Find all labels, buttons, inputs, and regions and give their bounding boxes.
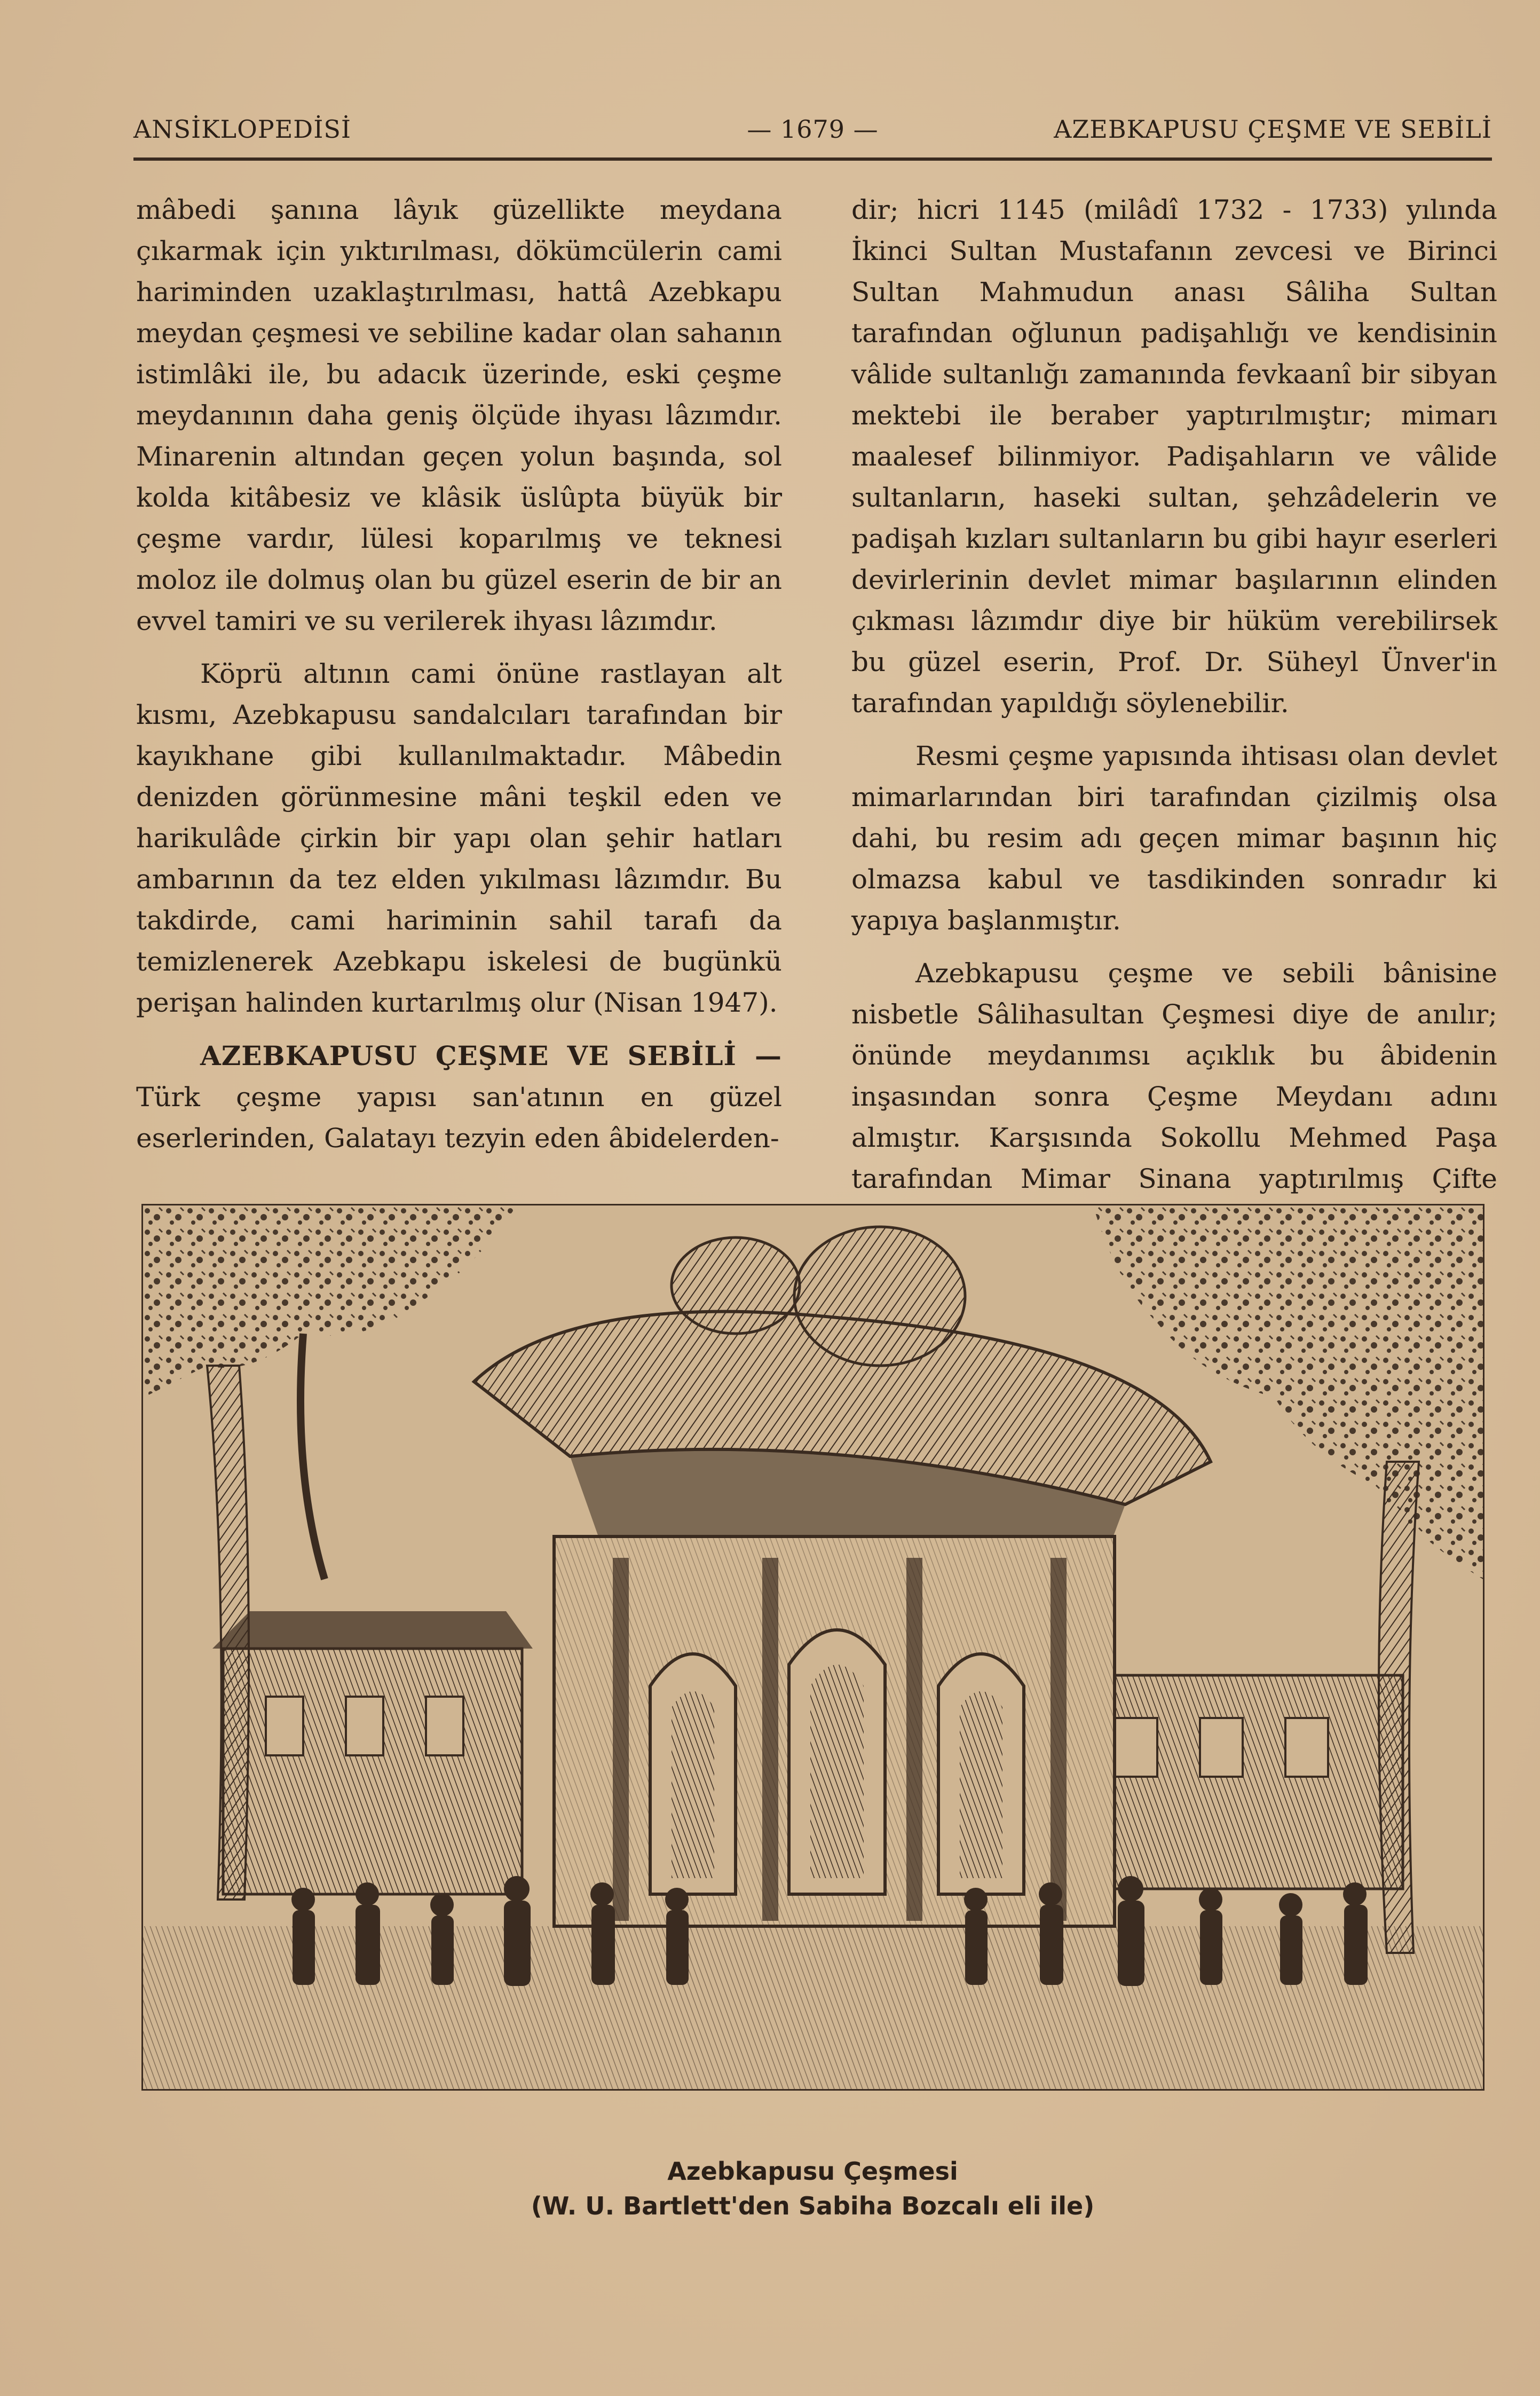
entry-text: Türk çeşme yapısı san'atının en güzel eserlerinden, Galatayı tezyin eden âbidelerden- <box>136 1082 782 1154</box>
figure-caption-credit: (W. U. Bartlett'den Sabiha Bozcalı eli ile) <box>531 2192 1095 2220</box>
page-number: — 1679 — <box>747 115 879 144</box>
left-paragraph-1: mâbedi şanına lâyık güzellikte meydana çıkarmak için yıktırılması, dökümcülerin cami hariminden uzaklaştırılması, hattâ Azebkapu meydan çeşmesi ve sebiline kadar olan sahanın istimlâki ile, bu adacık üzerinde, eski çeşme meydanının daha geniş ölçüde ihyası lâzımdır. Minarenin altından geçen yolun başında, sol kolda kitâbesiz ve klâsik üslûpta büyük bir çeşme vardır, lülesi koparılmış ve teknesi moloz ile dolmuş olan bu güzel eserin de bir an evvel tamiri ve su verilerek ihyası lâzımdır. <box>136 194 782 636</box>
figure-caption-title: Azebkapusu Çeşmesi <box>667 2157 958 2186</box>
fountain-illustration <box>141 1204 1484 2091</box>
left-paragraph-2: Köprü altının cami önüne rastlayan alt kısmı, Azebkapusu sandalcıları tarafından bir kayıkhane gibi kullanılmaktadır. Mâbedin denizden görünmesine mâni teşkil eden ve harikulâde çirkin bir yapı olan şehir hatları ambarının da tez elden yıkılması lâzımdır. Bu takdirde, cami hariminin sahil tarafı da temizlenerek Azebkapu iskelesi de bugünkü perişan halinden kurtarılmış olur (Nisan 1947). <box>136 658 782 1018</box>
header-encyclopedia-name: ANSİKLOPEDİSİ <box>133 115 352 144</box>
header-rule <box>133 157 1492 161</box>
left-house <box>223 1649 522 1894</box>
running-header <box>133 115 1492 152</box>
right-house <box>1083 1675 1403 1889</box>
header-entry-title: AZEBKAPUSU ÇEŞME VE SEBİLİ <box>1054 115 1492 144</box>
entry-paragraph <box>136 1035 782 1159</box>
engraving-drawing <box>143 1205 1483 2089</box>
entry-heading: AZEBKAPUSU ÇEŞME VE SEBİLİ — <box>200 1040 782 1071</box>
right-column <box>851 190 1497 1252</box>
left-column <box>136 190 782 1171</box>
right-paragraph-1: dir; hicri 1145 (milâdî 1732 - 1733) yılında İkinci Sultan Mustafanın zevcesi ve Birinci Sultan Mahmudun anası Sâliha Sultan tarafından oğlunun padişahlığı ve kendisinin vâlide sultanlığı zamanında fevkaanî bir sibyan mektebi ile beraber yaptırılmıştır; mimarı maalesef bilinmiyor. Padişahların ve vâlide sultanların, haseki sultan, şehzâdelerin ve padişah kızları sultanların bu gibi hayır eserleri devirlerinin devlet mimar başılarının elinden çıkması lâzımdır diye bir hüküm verebilirsek bu güzel eserin, Prof. Dr. Süheyl Ünver'in tarafından yapıldığı söylenebilir. <box>851 194 1497 719</box>
right-paragraph-3: Azebkapusu çeşme ve sebili bânisine nisbetle Sâlihasultan Çeşmesi diye de anılır; önünde meydanımsı açıklık bu âbidenin inşasından sonra Çeşme Meydanı adını almıştır. Karşısında Sokollu Mehmed Paşa tarafından Mimar Sinana yaptırılmış Çifte <box>851 958 1497 1194</box>
right-paragraph-2: Resmi çeşme yapısında ihtisası olan devlet mimarlarından biri tarafından çizilmiş olsa dahi, bu resim adı geçen mimar başının hiç olmazsa kabul ve tasdikinden sonradır ki yapıya başlanmıştır. <box>851 740 1497 936</box>
